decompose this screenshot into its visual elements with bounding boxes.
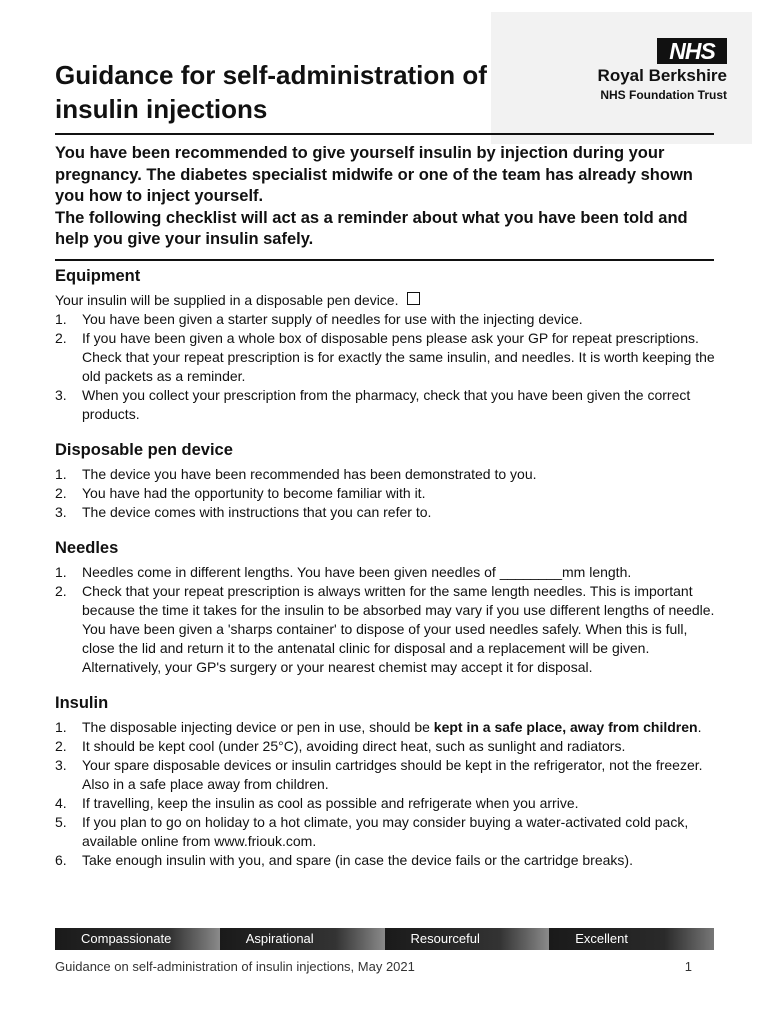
section-heading: Equipment [55,267,141,285]
list-item [55,484,715,503]
list-number: 1. [55,466,67,482]
value-aspirational: Aspirational [220,928,385,950]
list-item [55,329,715,386]
list-text: If travelling, keep the insulin as cool as possible and refrigerate when you arrive. [82,795,579,811]
list-number: 3. [55,387,67,403]
value-excellent: Excellent [549,928,714,950]
document-title: Guidance for self-administration of insulin injections [55,60,487,124]
document-body [55,266,715,886]
checkbox[interactable] [407,292,420,305]
list-number: 1. [55,564,67,580]
list-text: When you collect your prescription from the pharmacy, check that you have been given the correct products. [82,387,691,422]
footer-text: Guidance on self-administration of insulin injections, May 2021 [55,959,415,974]
trust-subtitle: NHS Foundation Trust [600,88,727,102]
list-text: It should be kept cool (under 25°C), avoiding direct heat, such as sunlight and radiators. [82,738,626,754]
list-number: 2. [55,583,67,599]
intro-divider [55,259,714,261]
list-item [55,737,715,756]
list-text [82,718,715,737]
section-equipment [55,266,715,424]
list-number: 5. [55,814,67,830]
list-item [55,756,715,794]
section-heading: Disposable pen device [55,441,233,459]
list-item [55,465,715,484]
list-text: Check that your repeat prescription is always written for the same length needles. This is important because the time it takes for the insulin to be absorbed may vary if you use different lengths of needle. You have been given a 'sharps container' to dispose of your used needles safely. When this is full, close the lid and return it to the antenatal clinic for disposal and a replacement will be given. Alternatively, your GP's surgery or your nearest chemist may accept it for disposal. [82,583,715,675]
section-insulin [55,693,715,870]
trust-name: Royal Berkshire [597,66,727,85]
list-text: You have been given a starter supply of needles for use with the injecting device. [82,311,583,327]
page-number: 1 [684,959,692,974]
equipment-note [55,291,715,310]
list-item [55,851,715,870]
values-bar [55,928,714,950]
intro-paragraph: The following checklist will act as a reminder about what you have been told and help you give your insulin safely. [55,208,688,248]
list-item [55,503,715,522]
list-number: 1. [55,719,67,735]
list-text-part: The disposable injecting device or pen in use, should be [82,719,434,735]
list-text: Your spare disposable devices or insulin cartridges should be kept in the refrigerator, not the freezer. Also in a safe place away from children. [82,757,703,792]
list-text-part: . [697,719,702,735]
list-number: 1. [55,311,67,327]
list-item [55,563,715,582]
intro-block [55,143,721,251]
list-item [55,794,715,813]
equipment-note-text: Your insulin will be supplied in a disposable pen device. [55,292,399,308]
needles-list [55,563,715,677]
list-number: 6. [55,852,67,868]
list-number: 2. [55,330,67,346]
section-pen-device [55,440,715,522]
list-text: You have had the opportunity to become familiar with it. [82,485,426,501]
section-needles [55,538,715,677]
list-text: The device you have been recommended has been demonstrated to you. [82,466,537,482]
list-item [55,718,715,737]
list-text: Needles come in different lengths. You have been given needles of ________mm length. [82,564,632,580]
title-divider [55,133,714,135]
list-item [55,386,715,424]
list-text-emphasis: kept in a safe place, away from children [433,719,698,735]
pen-device-list [55,465,715,522]
intro-paragraph: You have been recommended to give yourself insulin by injection during your pregnancy. The diabetes specialist midwife or one of the team has already shown you how to inject yourself. [55,144,693,205]
section-heading: Needles [55,539,119,557]
list-number: 4. [55,795,67,811]
section-heading: Insulin [55,694,109,712]
list-text: The device comes with instructions that you can refer to. [82,504,432,520]
list-number: 2. [55,738,67,754]
insulin-list [55,718,715,870]
value-resourceful: Resourceful [385,928,550,950]
value-compassionate: Compassionate [55,928,220,950]
list-number: 3. [55,757,67,773]
list-text: Take enough insulin with you, and spare (in case the device fails or the cartridge breaks). [82,852,633,868]
list-text: If you have been given a whole box of disposable pens please ask your GP for repeat prescriptions. Check that your repeat prescription is for exactly the same insulin, and needles. It is worth keeping the old packets as a reminder. [82,330,715,384]
nhs-logo: NHS [657,38,727,64]
list-number: 3. [55,504,67,520]
list-text: If you plan to go on holiday to a hot climate, you may consider buying a water-activated cold pack, available online from www.friouk.com. [82,814,689,849]
equipment-list [55,310,715,424]
list-item [55,813,715,851]
list-number: 2. [55,485,67,501]
list-item [55,582,715,677]
list-item [55,310,715,329]
